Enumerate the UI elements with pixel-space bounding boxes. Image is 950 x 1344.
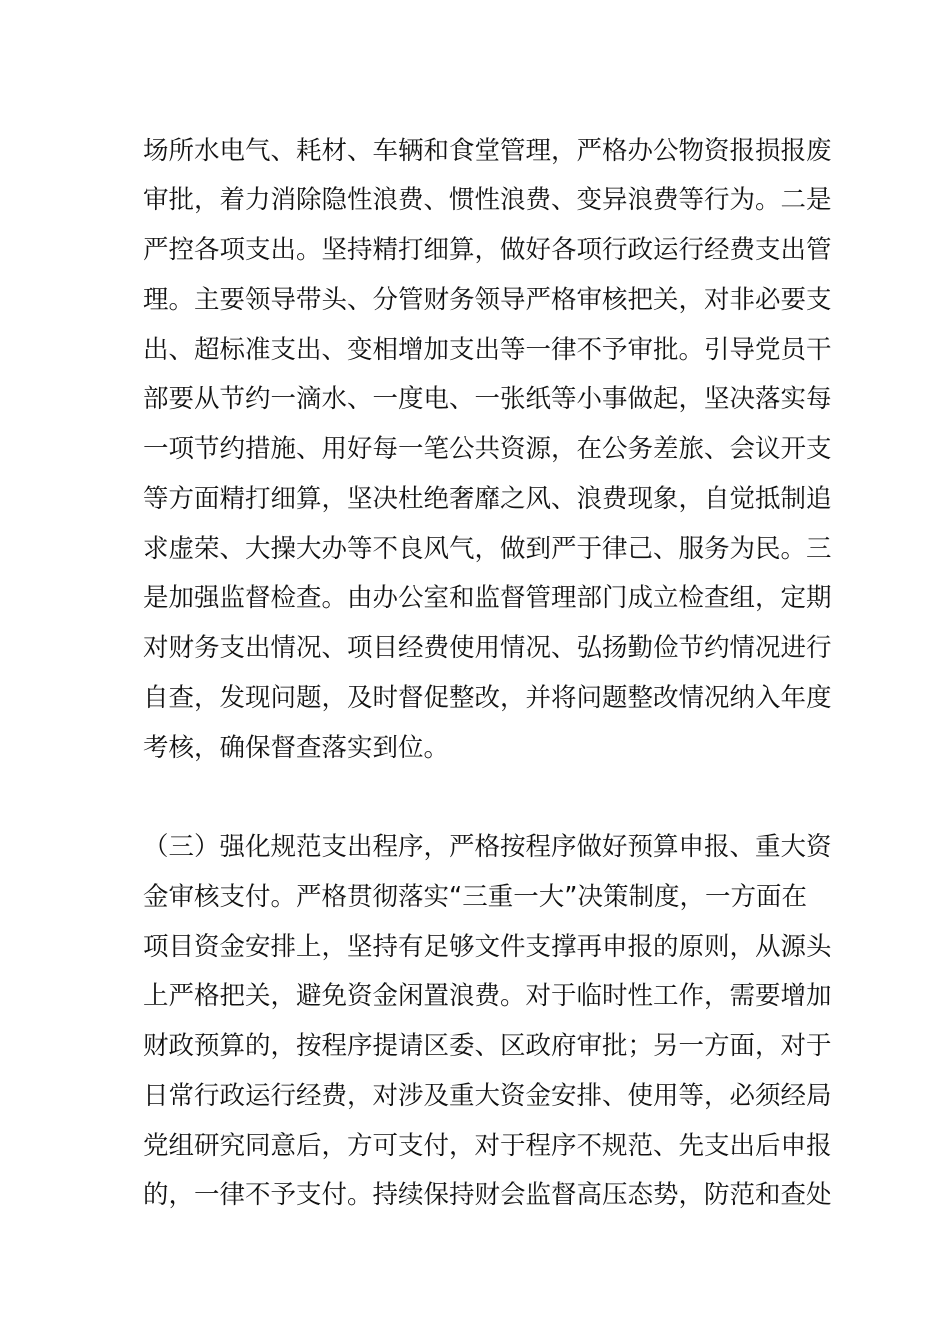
- paragraph-line: 自查，发现问题，及时督促整改，并将问题整改情况纳入年度: [143, 683, 832, 713]
- paragraph-line: 项目资金安排上，坚持有足够文件支撑再申报的原则，从源头: [143, 932, 832, 962]
- paragraph-line: 审批，着力消除隐性浪费、惯性浪费、变异浪费等行为。二是: [143, 185, 832, 215]
- paragraph-line: 等方面精打细算，坚决杜绝奢靡之风、浪费现象，自觉抵制追: [143, 484, 832, 514]
- paragraph-line: 一项节约措施、用好每一笔公共资源，在公务差旅、会议开支: [143, 434, 832, 464]
- paragraph-line: 理。主要领导带头、分管财务领导严格审核把关，对非必要支: [143, 285, 832, 315]
- paragraph-line: 上严格把关，避免资金闲置浪费。对于临时性工作，需要增加: [143, 981, 832, 1011]
- paragraph-line: 的，一律不予支付。持续保持财会监督高压态势，防范和查处: [143, 1180, 832, 1210]
- paragraph-line: 求虚荣、大操大办等不良风气，做到严于律己、服务为民。三: [143, 534, 832, 564]
- paragraph-line: 严控各项支出。坚持精打细算，做好各项行政运行经费支出管: [143, 235, 832, 265]
- paragraph-line: 财政预算的，按程序提请区委、区政府审批；另一方面，对于: [143, 1031, 832, 1061]
- paragraph-line: 部要从节约一滴水、一度电、一张纸等小事做起，坚决落实每: [143, 384, 832, 414]
- paragraph-line: 党组研究同意后，方可支付，对于程序不规范、先支出后申报: [143, 1131, 832, 1161]
- paragraph-line: （三）强化规范支出程序，严格按程序做好预算申报、重大资: [143, 832, 832, 862]
- paragraph-line: 对财务支出情况、项目经费使用情况、弘扬勤俭节约情况进行: [143, 633, 832, 663]
- paragraph-line: 出、超标准支出、变相增加支出等一律不予审批。引导党员干: [143, 335, 832, 365]
- paragraph-line: 金审核支付。严格贯彻落实“三重一大”决策制度，一方面在: [143, 882, 807, 912]
- paragraph-line: 日常行政运行经费，对涉及重大资金安排、使用等，必须经局: [143, 1081, 832, 1111]
- paragraph-line: 场所水电气、耗材、车辆和食堂管理，严格办公物资报损报废: [143, 136, 832, 166]
- paragraph-line: 是加强监督检查。由办公室和监督管理部门成立检查组，定期: [143, 583, 832, 613]
- paragraph-line: 考核，确保督查落实到位。: [143, 733, 450, 763]
